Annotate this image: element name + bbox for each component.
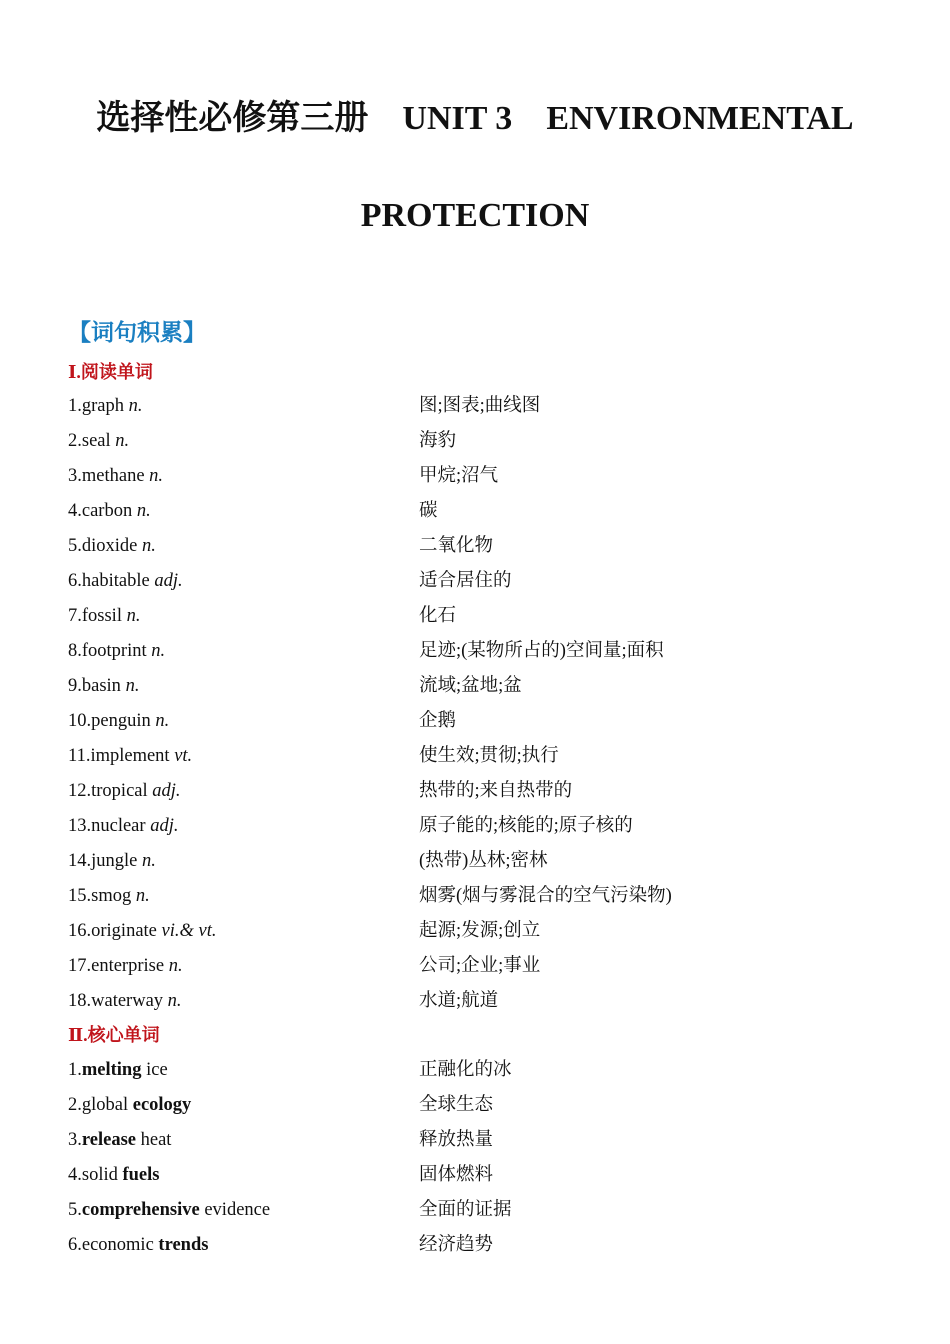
list-item [0, 706, 950, 736]
item-number: 4. [68, 501, 82, 521]
item-number: 10. [68, 711, 92, 731]
item-number: 6. [68, 1235, 82, 1255]
word-meaning: 热带的;来自热带的 [419, 781, 573, 801]
word-entry [68, 811, 178, 841]
word-entry [68, 916, 216, 946]
key-word: ecology [132, 1095, 192, 1115]
item-number: 1. [68, 396, 82, 416]
list-item [0, 601, 950, 631]
word-entry [68, 706, 169, 736]
list-item [0, 846, 950, 876]
word: nuclear [91, 816, 151, 836]
part2-heading: Ⅱ.核心单词 [68, 1025, 160, 1045]
part-of-speech: vi.& vt. [161, 921, 217, 941]
word-entry [68, 566, 183, 596]
word: originate [91, 921, 162, 941]
item-number: 8. [68, 641, 82, 661]
word-entry [68, 671, 139, 701]
word-meaning: 起源;发源;创立 [419, 921, 541, 941]
word-meaning: 二氧化物 [419, 536, 494, 556]
item-number: 9. [68, 676, 82, 696]
word-meaning: 公司;企业;事业 [419, 956, 541, 976]
part-of-speech: adj. [152, 781, 181, 801]
key-word: fuels [122, 1165, 160, 1185]
list-item [0, 1195, 950, 1225]
word: waterway [91, 991, 168, 1011]
word: methane [81, 466, 150, 486]
part-of-speech: vt. [174, 746, 193, 766]
key-word: melting [81, 1060, 142, 1080]
phrase-meaning: 释放热量 [419, 1130, 494, 1150]
section-heading: 【词句积累】 [68, 320, 206, 345]
word-meaning: 适合居住的 [419, 571, 512, 591]
phrase-suffix: heat [135, 1130, 172, 1150]
key-word: release [81, 1130, 136, 1150]
phrase-prefix: solid [81, 1165, 123, 1185]
part1-heading: Ⅰ.阅读单词 [68, 362, 153, 382]
list-item [0, 496, 950, 526]
item-number: 5. [68, 1200, 82, 1220]
item-number: 18. [68, 991, 92, 1011]
item-number: 3. [68, 1130, 82, 1150]
word-meaning: 烟雾(烟与雾混合的空气污染物) [419, 886, 672, 906]
document-title-line-1 [0, 99, 950, 139]
phrase-entry [68, 1055, 168, 1085]
word-meaning: 使生效;贯彻;执行 [419, 746, 559, 766]
part-of-speech: n. [115, 431, 130, 451]
list-item [0, 1125, 950, 1155]
phrase-meaning: 全面的证据 [419, 1200, 512, 1220]
phrase-suffix: ice [141, 1060, 168, 1080]
list-item [0, 1090, 950, 1120]
word-entry [68, 636, 165, 666]
word-entry [68, 986, 182, 1016]
word: jungle [91, 851, 142, 871]
list-item [0, 671, 950, 701]
word-entry [68, 741, 192, 771]
phrase-prefix: economic [81, 1235, 159, 1255]
word-entry [68, 951, 183, 981]
phrase-meaning: 正融化的冰 [419, 1060, 512, 1080]
list-item [0, 461, 950, 491]
item-number: 6. [68, 571, 82, 591]
word-entry [68, 496, 151, 526]
item-number: 11. [68, 746, 91, 766]
word-meaning: 企鹅 [419, 711, 457, 731]
list-item [0, 776, 950, 806]
part-of-speech: n. [155, 711, 170, 731]
phrase-prefix: global [81, 1095, 133, 1115]
part-of-speech: n. [149, 466, 164, 486]
list-item [0, 1230, 950, 1260]
word-entry [68, 531, 156, 561]
item-number: 4. [68, 1165, 82, 1185]
part-of-speech: n. [167, 991, 182, 1011]
word: seal [81, 431, 116, 451]
list-item [0, 811, 950, 841]
word-meaning: 甲烷;沼气 [419, 466, 499, 486]
word-meaning: 足迹;(某物所占的)空间量;面积 [419, 641, 664, 661]
word-entry [68, 391, 143, 421]
word: habitable [81, 571, 155, 591]
phrase-meaning: 经济趋势 [419, 1235, 494, 1255]
word: footprint [81, 641, 152, 661]
list-item [0, 426, 950, 456]
item-number: 1. [68, 1060, 82, 1080]
list-item [0, 986, 950, 1016]
word-entry [68, 846, 156, 876]
part-of-speech: adj. [150, 816, 179, 836]
word: basin [81, 676, 126, 696]
list-item [0, 531, 950, 561]
part-of-speech: n. [136, 501, 151, 521]
key-word: comprehensive [81, 1200, 200, 1220]
part-of-speech: n. [126, 606, 141, 626]
word-entry [68, 881, 150, 911]
title-unit: UNIT 3 [402, 100, 513, 137]
item-number: 15. [68, 886, 92, 906]
list-item [0, 391, 950, 421]
word: penguin [91, 711, 156, 731]
word-entry [68, 776, 181, 806]
item-number: 16. [68, 921, 92, 941]
word-meaning: 流域;盆地;盆 [419, 676, 522, 696]
part-of-speech: adj. [154, 571, 183, 591]
part-of-speech: n. [142, 851, 156, 871]
title-chinese: 选择性必修第三册 [96, 100, 369, 137]
title-topic: ENVIRONMENTAL [546, 100, 854, 137]
phrase-entry [68, 1195, 270, 1225]
word: fossil [81, 606, 127, 626]
list-item [0, 1055, 950, 1085]
list-item [0, 951, 950, 981]
document-title-line-2: PROTECTION [360, 197, 590, 234]
phrase-entry [68, 1230, 208, 1260]
item-number: 17. [68, 956, 92, 976]
item-number: 2. [68, 1095, 82, 1115]
word: dioxide [81, 536, 142, 556]
word-meaning: 海豹 [419, 431, 457, 451]
phrase-entry [68, 1125, 171, 1155]
item-number: 7. [68, 606, 82, 626]
word-entry [68, 601, 140, 631]
item-number: 2. [68, 431, 82, 451]
part-of-speech: n. [125, 676, 140, 696]
item-number: 3. [68, 466, 82, 486]
word: tropical [91, 781, 153, 801]
list-item [0, 1160, 950, 1190]
word-entry [68, 461, 163, 491]
item-number: 12. [68, 781, 92, 801]
phrase-meaning: 全球生态 [419, 1095, 494, 1115]
word-meaning: 水道;航道 [419, 991, 499, 1011]
part-of-speech: n. [128, 396, 143, 416]
item-number: 14. [68, 851, 92, 871]
part-of-speech: n. [168, 956, 183, 976]
word: graph [81, 396, 129, 416]
word: carbon [81, 501, 137, 521]
phrase-meaning: 固体燃料 [419, 1165, 494, 1185]
word-meaning: 原子能的;核能的;原子核的 [419, 816, 633, 836]
word-meaning: 化石 [419, 606, 457, 626]
key-word: trends [158, 1235, 209, 1255]
part-of-speech: n. [151, 641, 166, 661]
phrase-entry [68, 1090, 191, 1120]
phrase-suffix: evidence [199, 1200, 271, 1220]
item-number: 13. [68, 816, 92, 836]
list-item [0, 741, 950, 771]
word: smog [91, 886, 136, 906]
word: implement [90, 746, 175, 766]
list-item [0, 636, 950, 666]
list-item [0, 881, 950, 911]
part-of-speech: n. [142, 536, 156, 556]
word-meaning: 图;图表;曲线图 [419, 396, 541, 416]
word-meaning: (热带)丛林;密林 [419, 851, 548, 871]
list-item [0, 566, 950, 596]
phrase-entry [68, 1160, 159, 1190]
word-meaning: 碳 [419, 501, 438, 521]
item-number: 5. [68, 536, 82, 556]
word: enterprise [91, 956, 169, 976]
part-of-speech: n. [135, 886, 150, 906]
list-item [0, 916, 950, 946]
word-entry [68, 426, 129, 456]
